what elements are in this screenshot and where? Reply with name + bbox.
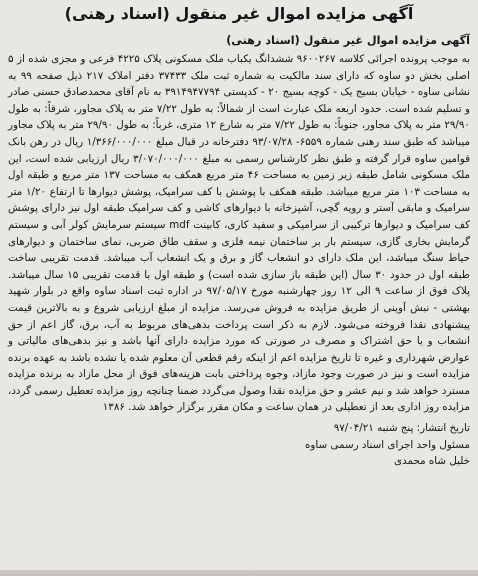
bottom-divider <box>0 570 478 576</box>
page-title: آگهی مزایده اموال غیر منقول (اسناد رهنی) <box>64 4 414 23</box>
publish-date: تاریخ انتشار: پنج شنبه ۹۷/۰۴/۲۱ <box>333 422 470 435</box>
notice-body: به موجب پرونده اجرائی کلاسه ۹۶۰۰۲۶۷ ششدانگ یکباب ملک مسکونی پلاک ۴۲۲۵ فرعی و مجزی شده از ۵ اصلی بخش دو ساوه که دارای سند مالکیت به شماره ثبت ملک ۳۷۴۳۳ دفتر املاک ۲۱۷ ذیل صفحه ۹۹ به نشانی ساوه - خیابان بسیج یک - کوچه بسیج ۲۰ - کدپستی ۳۹۱۴۹۴۷۷۹۴ به نام آقای محمدصادق حسنی صادر و تسلیم شده است. حدود اربعه ملک عبارت است از شمالاً: به طول ۷/۲۲ متر به پلاک مجاور، شرقاً: به طول ۲۹/۹۰ متر به پلاک مجاور، جنوباً: به طول ۷/۲۲ متر به شارع ۱۲ متری، غرباً: به طول ۲۹/۹۰ متر به پلاک مجاور میباشد که طبق سند رهنی شماره ۶۵۵۹- ۹۳/۰۷/۲۸ دفترخانه در قبال مبلغ ۱/۳۶۶/۰۰۰/۰۰۰ ریال در رهن بانک قوامین ساوه قرار گرفته و طبق نظر کارشناس رسمی به مبلغ ۳/۰۷۰/۰۰۰/۰۰۰ ریال ارزیابی شده است، این ملک مسکونی شامل طبقه زیر زمین به مساحت ۴۶ متر مربع همکف به مساحت ۱۳۷ متر مربع و طبقه اول به مساحت ۱۰۳ متر مربع میباشد. طبقه همکف با پوشش با کف سرامیک، پوشش دیوارها تا ارتفاع ۱/۲۰ متر سرامیک و مابقی آستر و رویه گچی، آشپزخانه با دیوارهای کاشی و کف سرامیک طبقه اول نیز دارای پوشش کف سرامیک و دیوارها ترکیبی از سرامیکی و سفید کاری، کابینت mdf سیستم سرمایش کولر آبی و سیستم گرمایش بخاری گازی، سیستم بار بر ساختمان نیمه فلزی و سقف طاق ضربی، نمای ساختمان و دیوارهای حیاط سنگ میباشد، این ملک دارای دو انشعاب گاز و برق و یک انشعاب آب میباشد. قدمت تقریبی ساخت طبقه اول در حدود ۳۰ سال (این طبقه باز سازی شده است) و طبقه اول با قدمت تقریبی ۱۵ سال میباشد. پلاک فوق از ساعت ۹ الی ۱۲ روز چهارشنبه مورخ ۹۷/۰۵/۱۷ در اداره ثبت اسناد ساوه واقع در بلوار شهید بهشتی - نبش آوینی از طریق مزایده به فروش می‌رسد. مزایده از مبلغ ارزیابی شروع و به بالاترین قیمت پیشنهادی نقدا فروخته می‌شود. لازم به ذکر است پرداخت بدهی‌های مربوط به آب، برق، گاز اعم از حق انشعاب و یا حق اشتراک و مصرف در صورتی که مورد مزایده دارای آنها باشد و نیز بدهی‌های مالیاتی و عوارض شهرداری و غیره تا تاریخ مزایده اعم از اینکه رقم قطعی آن معلوم شده یا نشده باشد به عهده برنده مزایده است و نیز در صورت وجود مازاد، وجوه پرداختی بابت هزینه‌های فوق از محل مازاد به برنده مزایده مسترد خواهد شد و نیم عشر و حق مزایده نقدا وصول می‌گردد ضمنا چنانچه روز مزایده تعطیل رسمی گردد، مزایده روز اداری بعد از تعطیلی در همان ساعت و مکان مقرر برگزار خواهد شد. ۱۳۸۶ <box>8 53 471 414</box>
signature-office: مسئول واحد اجرای اسناد رسمی ساوه <box>305 438 470 451</box>
notice-subtitle: آگهی مزایده اموال غیر منقول (اسناد رهنی) <box>226 34 470 47</box>
notice-footer <box>8 420 470 470</box>
signature-name: خلیل شاه محمدی <box>394 455 470 468</box>
